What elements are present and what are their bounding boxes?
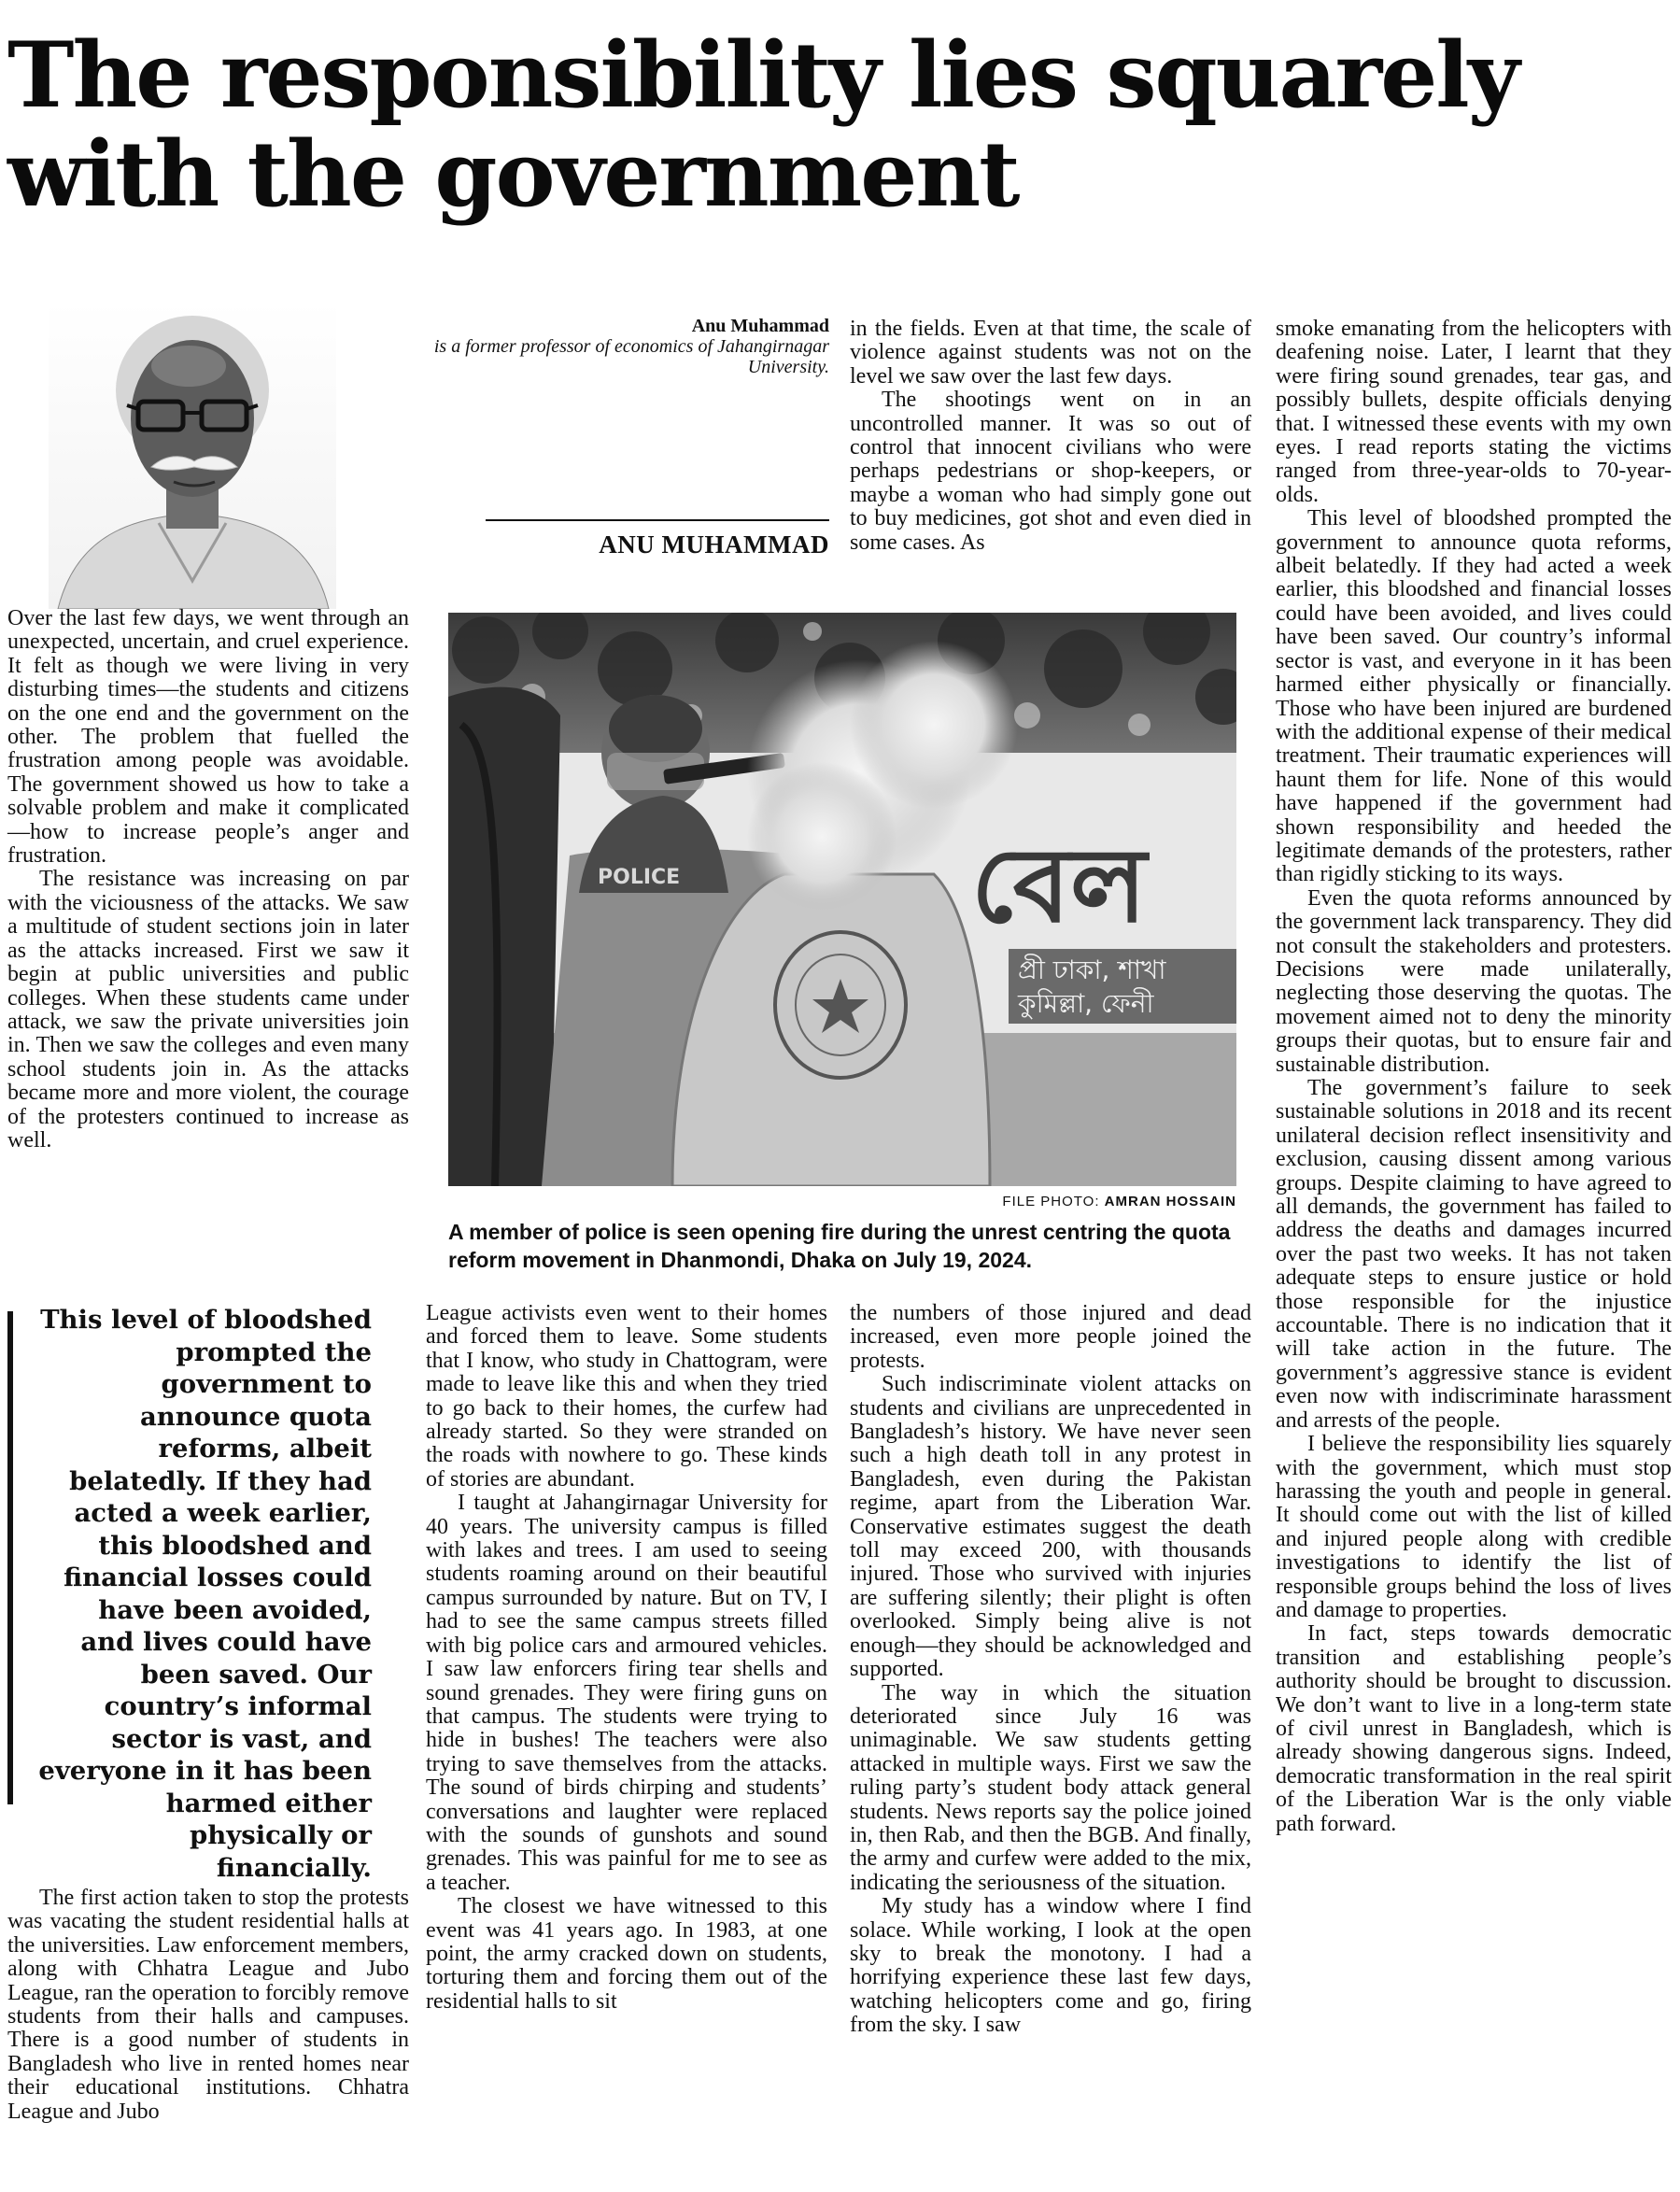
headline: The responsibility lies squarely with the government (7, 22, 1518, 227)
news-photo (448, 613, 1236, 1186)
paragraph: Such indiscriminate violent attacks on students and civilians are unprecedented in Bangladesh’s history. We have never seen such a high death toll in any protest in Bangladesh, even during the Pakistan regime, apart from the Liberation War. Conservative estimates suggest the death toll may exceed 200, with thousands injured. Those who survived with injuries are suffering silently; their plight is often overlooked. Simply being alive is not enough—they should be acknowledged and supported. (850, 1372, 1251, 1682)
paragraph: The government’s failure to seek sustainable solutions in 2018 and its recent unilateral decision reflect insensitivity and exclusion, causing dissent among various groups. Despite claiming to have agreed to all demands, the government has failed to address the deaths and damages incurred over the past two weeks. It has not taken adequate steps to ensure justice or hold those responsible for the injustice accountable. There is no indication that it will take action in the future. The government’s aggressive stance is evident even now with indiscriminate harassment and arrests of the people. (1276, 1076, 1672, 1433)
paragraph: This level of bloodshed prompted the government to announce quota reforms, albeit belatedly. If they had acted a week earlier, this bloodshed and financial losses could have been avoided, and lives could have been saved. Our country’s informal sector is vast, and everyone in it has been harmed either physically or financially. Those who have been injured are burdened with the additional expense of their medical treatment. Their traumatic experiences will haunt them for life. None of this would have happened if the government had shown responsibility and heeded the legitimate demands of the protesters, rather than rigidly sticking to its ways. (1276, 506, 1672, 887)
paragraph: In fact, steps towards democratic transition and establishing people’s authority should be brought to discussion. We don’t want to live in a long-term state of civil unrest in Bangladesh, which is already showing dangerous signs. Indeed, democratic transformation in the real spirit of the Liberation War is the only viable path forward. (1276, 1621, 1672, 1836)
author-note-description: is a former professor of economics of Jahangirnagar University. (433, 336, 829, 377)
paragraph: My study has a window where I find solace. While working, I look at the open sky to break the monotony. I had a horrifying experience these last few days, watching helicopters come and go, firing from the sky. I saw (850, 1894, 1251, 2038)
photo-credit-prefix: FILE PHOTO: (1002, 1194, 1100, 1209)
paragraph: The first action taken to stop the protests was vacating the student residential halls at the universities. Law enforcement members, along with Chhatra League and Jubo League, ran the operation to forcibly remove students from their halls and campuses. There is a good number of students in Bangladesh who live in rented homes near their educational institutions. Chhatra League and Jubo (7, 1886, 409, 2124)
paragraph: I believe the responsibility lies squarely with the government, which must stop harassing the youth and people in general. It should come out with the list of killed and injured people along with credible investigations to identify the list of responsible groups behind the loss of lives and damage to properties. (1276, 1432, 1672, 1622)
paragraph: I taught at Jahangirnagar University for 40 years. The university campus is filled with lakes and trees. I am used to seeing students roaming around on their beautiful campus surrounded by nature. But on TV, I had to see the same campus streets filled with big police cars and armoured vehicles. I saw law enforcers firing tear shells and sound grenades. They were firing guns on that campus. The students were trying to hide in bushes! The teachers were also trying to save themselves from the attacks. The sound of birds chirping and students’ conversations and laughter were replaced with the sounds of gunshots and sound grenades. This was painful for me to see as a teacher. (426, 1491, 827, 1895)
author-portrait (49, 301, 336, 609)
article-column-4 (1276, 318, 1672, 1836)
author-note-name: Anu Muhammad (691, 316, 829, 336)
photo-caption: A member of police is seen opening fire during the unrest centring the quota reform movement in Dhanmondi, Dhaka on July 19, 2024. (448, 1220, 1231, 1272)
pull-quote-rule (7, 1311, 13, 1804)
paragraph: The closest we have witnessed to this event was 41 years ago. In 1983, at one point, the army cracked down on students, torturing them and forcing them out of the residential halls to sit (426, 1894, 827, 2014)
article-column-1-top (7, 607, 409, 1153)
pull-quote: This level of bloodshed prompted the government to announce quota reforms, albeit belatedly. If they had acted a week earlier, this bloodshed and financial losses could have been avoided, and lives could have been saved. Our country’s informal sector is vast, and everyone in it has been harmed either physically or financially. (38, 1305, 372, 1883)
article-column-1-bottom (7, 1887, 409, 2124)
vest-text: POLICE (598, 866, 681, 889)
article-column-2 (426, 1302, 827, 2014)
paragraph: the numbers of those injured and dead increased, even more people joined the protests. (850, 1301, 1251, 1373)
article-column-3-bottom (850, 1302, 1251, 2038)
article-column-3-top (850, 318, 1251, 555)
photo-illustration (448, 613, 1236, 1186)
paragraph: Over the last few days, we went through an unexpected, uncertain, and cruel experience. It felt as though we were living in very disturbing times—the students and citizens on the one end and the government on the other. The problem that fuelled the frustration among people was avoidable. The government showed us how to take a solvable problem and make it complicated—how to increase people’s anger and frustration. (7, 606, 409, 869)
sign-bengali-line-1: প্রী ঢাকা, শাখা (1018, 955, 1166, 985)
paragraph: The shootings went on in an uncontrolled manner. It was so out of control that innocent civilians who were perhaps pedestrians or shop-keepers, or maybe a woman who had simply gone out to buy medicines, got shot and even died in some cases. As (850, 388, 1251, 555)
photo-credit-name: AMRAN HOSSAIN (1104, 1194, 1236, 1209)
paragraph: Even the quota reforms announced by the government lack transparency. They did not consult the stakeholders and protesters. Decisions were made unilaterally, neglecting those deserving the quotas. The movement aimed not to deny the minority groups their quotas, but to ensure fair and sustainable distribution. (1276, 885, 1672, 1077)
sign-bengali-line-2: কুমিল্লা, ফেনী (1018, 988, 1154, 1019)
sign-bengali-large: বেল (971, 826, 1147, 945)
paragraph: smoke emanating from the helicopters with deafening noise. Later, I learnt that they were firing sound grenades, tear gas, and possibly bullets, despite officials denying that. I witnessed these events with my own eyes. I read reports stating the victims ranged from three-year-olds to 70-year-olds. (1276, 317, 1672, 507)
byline-divider (486, 519, 829, 521)
paragraph: League activists even went to their homes and forced them to leave. Some students that I know, who study in Chattogram, were made to leave like this and when they tried to go back to their homes, the curfew had already started. So they were stranded on the roads with nowhere to go. These kinds of stories are abundant. (426, 1301, 827, 1492)
paragraph: The way in which the situation deteriorated since July 16 was unimaginable. We saw students getting attacked in multiple ways. First we saw the ruling party’s student body attack general students. News reports say the police joined in, then Rab, and then the BGB. And finally, the army and curfew were added to the mix, indicating the seriousness of the situation. (850, 1680, 1251, 1895)
photo-credit (840, 1194, 1236, 1209)
paragraph: in the fields. Even at that time, the scale of violence against students was not on the level we saw over the last few days. (850, 317, 1251, 389)
paragraph: The resistance was increasing on par with the viciousness of the attacks. We saw a multitude of student sections join in later as the attacks increased. First we saw it begin at public universities and public colleges. When these students came under attack, we saw the private universities join in. Then we saw the colleges and even many school students join in. As the attacks became more and more violent, the courage of the protesters continued to increase as well. (7, 867, 409, 1153)
author-note (392, 316, 829, 377)
byline: ANU MUHAMMAD (599, 530, 829, 559)
